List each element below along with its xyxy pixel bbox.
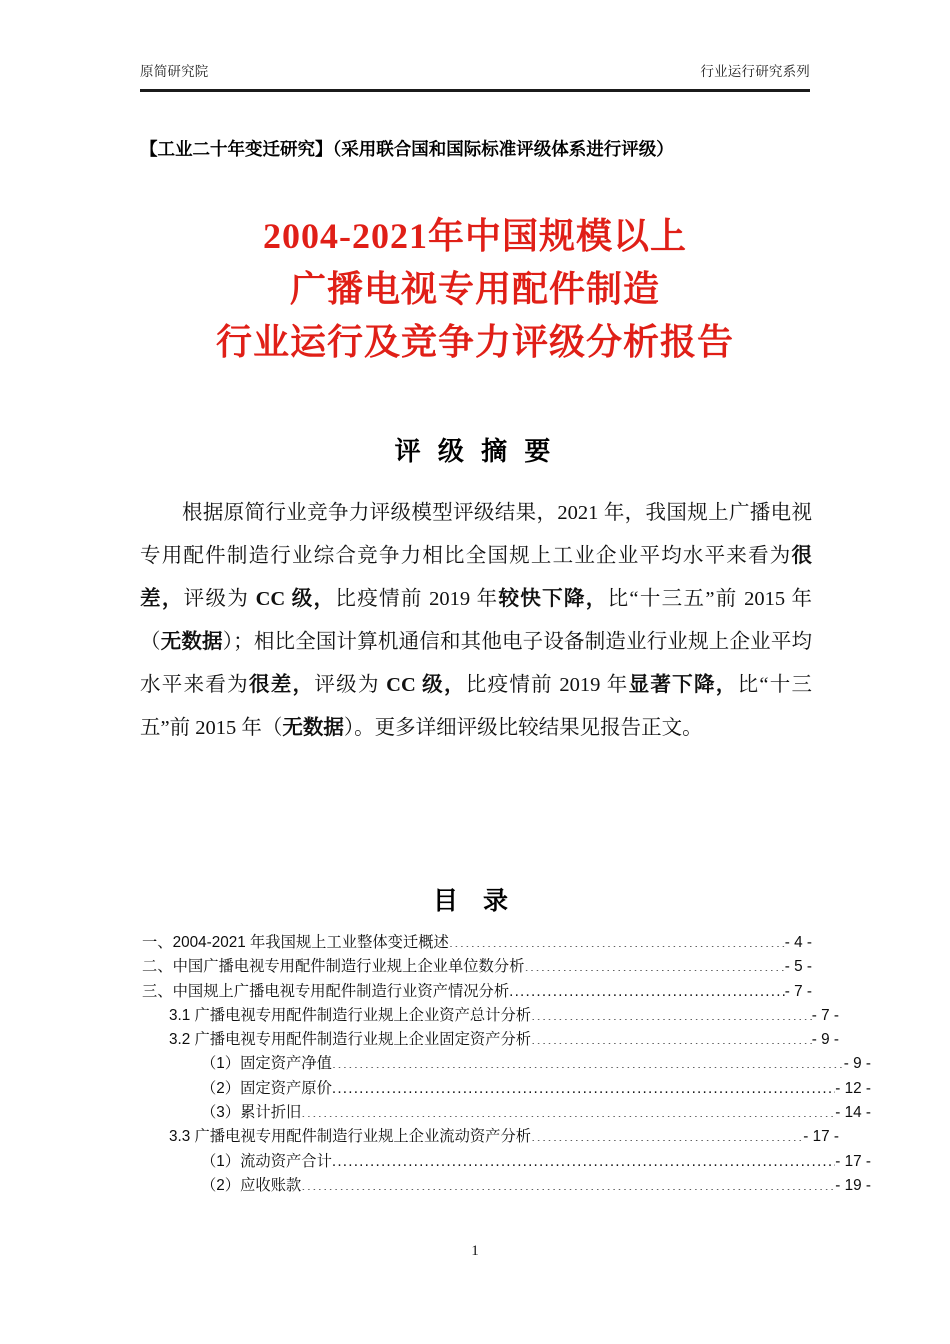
toc-entry[interactable]	[142, 1125, 839, 1149]
toc-entry-page-number: - 14 -	[835, 1104, 871, 1122]
toc-dot-leader	[509, 980, 785, 995]
toc-dot-leader	[301, 1175, 835, 1190]
toc-entry-page-number: - 7 -	[811, 1006, 839, 1024]
table-of-contents	[142, 931, 871, 1198]
toc-entry-page-number: - 17 -	[835, 1152, 871, 1170]
summary-segment: 无数据	[160, 631, 223, 653]
summary-segment: 比“十三五”前 2015 年（	[140, 674, 813, 739]
summary-segment: CC 级，	[386, 674, 466, 696]
toc-dot-leader	[531, 1126, 803, 1141]
header-left-label: 原简研究院	[140, 64, 209, 79]
summary-segment: 很差，	[248, 674, 315, 696]
report-series-subtitle: 【工业二十年变迁研究】（采用联合国和国际标准评级体系进行评级）	[140, 139, 674, 159]
summary-segment: 比“十三五”前 2015 年（	[140, 588, 813, 653]
toc-entry-label: 3.3 广播电视专用配件制造行业规上企业流动资产分析	[169, 1128, 532, 1146]
toc-entry-page-number: - 5 -	[784, 958, 812, 976]
toc-entry-page-number: - 4 -	[784, 934, 812, 951]
summary-segment: 无数据	[282, 717, 344, 739]
toc-entry-label: 3.1 广播电视专用配件制造行业规上企业资产总计分析	[169, 1006, 532, 1024]
toc-entry-label: （2）固定资产原价	[201, 1079, 332, 1097]
header-divider-rule	[140, 89, 810, 92]
toc-dot-leader	[301, 1102, 835, 1117]
toc-dot-leader	[531, 1005, 812, 1020]
toc-entry-label: 一、2004-2021 年我国规上工业整体变迁概述	[142, 934, 449, 951]
title-line-3: 行业运行及竞争力评级分析报告	[215, 322, 734, 362]
summary-segment: CC 级，	[255, 588, 336, 610]
toc-entry-page-number: - 9 -	[843, 1055, 871, 1073]
toc-entry[interactable]	[142, 1004, 839, 1028]
toc-entry[interactable]	[142, 1028, 839, 1052]
header-right-label: 行业运行研究系列	[700, 64, 810, 79]
toc-entry[interactable]	[142, 1174, 871, 1198]
toc-entry-label: 3.2 广播电视专用配件制造行业规上企业固定资产分析	[169, 1031, 532, 1049]
toc-dot-leader	[531, 1029, 812, 1044]
summary-segment: 较快下降，	[498, 588, 608, 610]
toc-entry[interactable]	[142, 1101, 871, 1125]
summary-segment: ）。更多详细评级比较结果见报告正文。	[343, 717, 703, 739]
toc-dot-leader	[332, 1053, 844, 1068]
toc-entry-page-number: - 7 -	[784, 982, 812, 1000]
toc-entry-label: （1）固定资产净值	[201, 1055, 332, 1073]
toc-dot-leader	[332, 1150, 835, 1165]
summary-segment: 很差，	[140, 545, 812, 610]
toc-entry-label: （1）流动资产合计	[201, 1152, 332, 1170]
toc-dot-leader	[332, 1077, 835, 1092]
summary-segment: ）；相比全国计算机通信和其他电子设备制造业行业规上企业平均水平来看为	[140, 631, 813, 696]
toc-entry[interactable]	[142, 955, 812, 979]
toc-entry-label: 二、中国广播电视专用配件制造行业规上企业单位数分析	[142, 958, 525, 976]
toc-entry-label: 三、中国规上广播电视专用配件制造行业资产情况分析	[142, 982, 510, 1000]
toc-entry[interactable]	[142, 1150, 871, 1174]
toc-entry-page-number: - 9 -	[811, 1031, 839, 1049]
summary-segment: 评级为	[314, 674, 387, 696]
report-main-title	[95, 210, 855, 369]
title-line-1: 2004-2021年中国规模以上	[263, 216, 687, 256]
toc-entry[interactable]	[142, 1052, 871, 1076]
rating-summary-heading: 评 级 摘 要	[394, 436, 556, 466]
toc-dot-leader	[449, 932, 785, 947]
summary-segment: 评级为	[183, 588, 256, 610]
running-header	[140, 64, 810, 80]
footer-page-number: 1	[471, 1243, 479, 1259]
title-line-2: 广播电视专用配件制造	[289, 269, 660, 309]
toc-entry-page-number: - 19 -	[835, 1176, 871, 1194]
toc-entry-page-number: - 17 -	[803, 1128, 839, 1146]
toc-entry-page-number: - 12 -	[835, 1079, 871, 1097]
summary-segment: 显著下降，	[628, 674, 738, 696]
table-of-contents-heading: 目 录	[433, 887, 517, 915]
toc-dot-leader	[524, 956, 784, 971]
toc-entry[interactable]	[142, 980, 812, 1004]
toc-entry-label: （3）累计折旧	[201, 1104, 302, 1122]
toc-entry-label: （2）应收账款	[201, 1176, 302, 1194]
rating-summary-paragraph	[140, 492, 812, 750]
toc-entry[interactable]	[142, 1077, 871, 1101]
toc-entry[interactable]	[142, 931, 812, 955]
summary-segment: 比疫情前 2019 年	[335, 588, 499, 610]
summary-segment: 比疫情前 2019 年	[465, 674, 629, 696]
summary-segment: 根据原简行业竞争力评级模型评级结果，2021 年，我国规上广播电视专用配件制造行业综合竞争力相比全国规上工业企业平均水平来看为	[140, 502, 812, 567]
